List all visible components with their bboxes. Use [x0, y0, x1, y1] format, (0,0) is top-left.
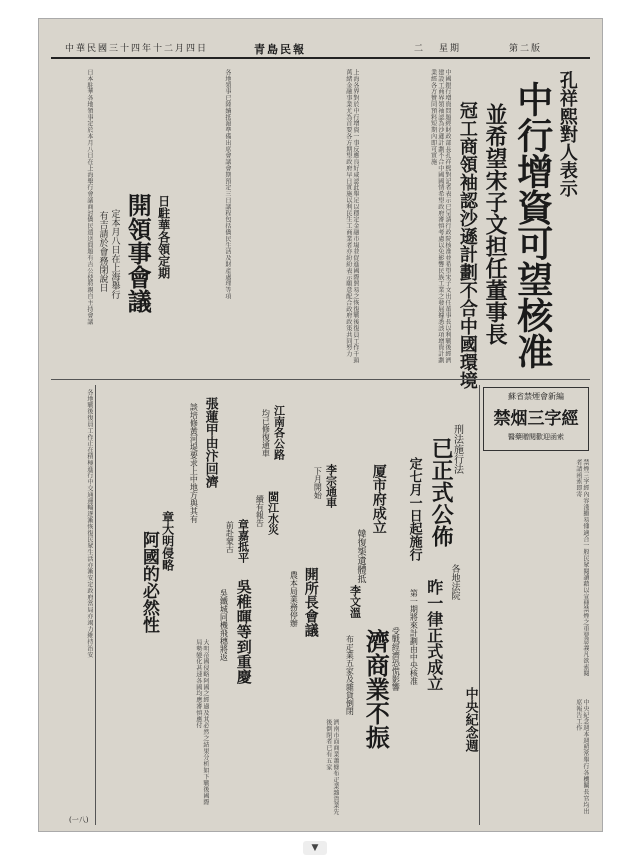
- story-3-deck: 下月開始: [313, 467, 323, 499]
- story-10-deck: 吳鐵城同機飛穗將返: [219, 589, 229, 661]
- story-13-deck: 第一期將來計劃由中央核准: [409, 589, 419, 685]
- lead-headline: 中行增資可望核准: [511, 81, 554, 369]
- story-6-deck: 續有報告: [255, 495, 265, 527]
- lower-body-text-4: 大明帝國侵略阿國之經過及其必然之結果分析如下戰後國際局勢變化甚速各國均應審慎應付: [194, 639, 209, 806]
- meeting-headline: 開領事會議: [123, 193, 153, 313]
- story-14-kicker: 受戰經濟恐慌影響: [391, 627, 401, 691]
- story-5-headline: 張蓮甲由汴回濟: [202, 397, 218, 488]
- story-4-headline: 江南各公路: [272, 405, 286, 460]
- masthead-weekday-label: 星期: [439, 44, 462, 54]
- story-9-headline: 阿國的必然性: [138, 531, 159, 633]
- story-11-deck: 農本局業務停辦: [289, 571, 299, 627]
- masthead-date: 中華民國三十四年十二月四日: [65, 44, 209, 54]
- story-14-headline: 濟商業不振: [361, 629, 391, 749]
- story-1-deck: 定七月一日起施行: [406, 457, 422, 561]
- lead-body-text: 中國銀行增資問題經財政部長孔祥熙對記者表示已呈請行政院核准並希望宋子文出任董事長以利戰後經濟建設工商界領袖認為沙遜計劃不合中國國情希望政府審慎考慮以免影響民族工業之發展據悉該項增資計劃業經各方贊同預料短期內即可實施: [429, 69, 451, 364]
- lower-body-text-3: 中央紀念週本週照常舉行各機關長官均出席報告工作: [574, 699, 589, 815]
- story-12-headline: 李文溫: [348, 585, 362, 618]
- story-1-headline: 已正式公佈: [428, 437, 455, 547]
- story-13-headline: 昨一律正式成立: [424, 579, 444, 691]
- story-7-headline: 章嘉抵平: [236, 519, 250, 563]
- newspaper-page: [38, 18, 603, 832]
- story-3-headline: 李宗通車: [324, 464, 338, 508]
- meeting-deck-2: 有吉請於會務閉說日: [97, 211, 108, 292]
- lower-body-text-1: 各地戰後復員工作正在積極進行中交通運輸逐漸恢復民眾生活亦漸安定政府當局亦竭力維持治安: [86, 389, 93, 658]
- story-7-deck: 前赴蒙古: [225, 521, 235, 553]
- story-5-deck: 談培修黃河堤要求上中地方與其有: [189, 403, 199, 523]
- story-4-deck: 均已修復通車: [261, 409, 271, 457]
- column-rule: [479, 385, 480, 825]
- lead-subhead-2: 冠工商領袖認沙遜計劃不合中國環境: [456, 101, 478, 389]
- masthead-paper-name: 青島民報: [254, 43, 306, 56]
- masthead-weekday-value: 二: [414, 44, 426, 54]
- story-8-headline: 章大明侵略: [160, 511, 175, 571]
- column-rule: [95, 385, 96, 825]
- story-11-headline: 開所長會議: [302, 567, 319, 637]
- story-13-kicker: 各地法院: [449, 564, 460, 600]
- story-2-deck: 韓復榘遺體抵: [355, 529, 366, 583]
- meeting-kicker: 日駐華各領定期: [156, 195, 171, 279]
- scroll-down-icon[interactable]: ▼: [303, 841, 327, 855]
- lower-body-text-2: 禁煙三字經內容淺顯易懂適合一般民眾閱讀藉以宣傳禁煙之重要意義凡欲索閱者請函索即寄: [574, 459, 589, 677]
- lead-subhead-1: 並希望宋子文担任董事長: [482, 103, 509, 345]
- section-divider: [51, 379, 590, 380]
- story-15-headline: 中央紀念週: [462, 687, 478, 752]
- story-14-deck: 布疋業五家及雜貨倒閉: [345, 635, 355, 715]
- advert-top: 蘇省禁煙會新編: [508, 392, 564, 401]
- lead-kicker: 孔祥熙對人表示: [556, 71, 578, 197]
- meeting-deck-1: 定本月八日在上海舉行: [109, 209, 120, 299]
- left-body-text: 各地領事已陸續抵滬準備出席會議會期預定三日議程包括僑民生活及財產處理等項: [224, 69, 231, 300]
- advert-bottom: 醫藥贈閱歡迎函索: [508, 433, 564, 441]
- story-1-kicker: 刑法施行法: [451, 424, 463, 474]
- lead-body-text-2: 上海各界對於中行增資一事反應良好咸認此舉足以穩定金融市場並促進國際貿易之恢復戰後復員工作千頭萬緒金融事業尤為首要各方期望政府早日實施以利民生工商業者亦紛紛表示願意配合政府政策共同努力: [344, 69, 359, 364]
- meeting-body-text: 日本駐華各地領事定於本月八日在上海舉行會議商討僑民遣送問題有吉公使將親自主持會議: [86, 69, 93, 325]
- page-folio: (一八): [69, 816, 89, 824]
- masthead-edition: 第二版: [509, 44, 543, 54]
- story-6-headline: 閩江水災: [266, 491, 280, 535]
- story-10-headline: 吳稚暉等到重慶: [234, 579, 253, 684]
- story-2-headline: 厦市府成立: [370, 464, 387, 534]
- advert-headline: 禁烟三字經: [493, 409, 579, 429]
- masthead-rule: [51, 57, 590, 59]
- lower-body-text-5: 濟南市面商業蕭條布疋業雜貨業先後倒閉者已有五家: [324, 719, 339, 815]
- advert-box: [483, 387, 589, 451]
